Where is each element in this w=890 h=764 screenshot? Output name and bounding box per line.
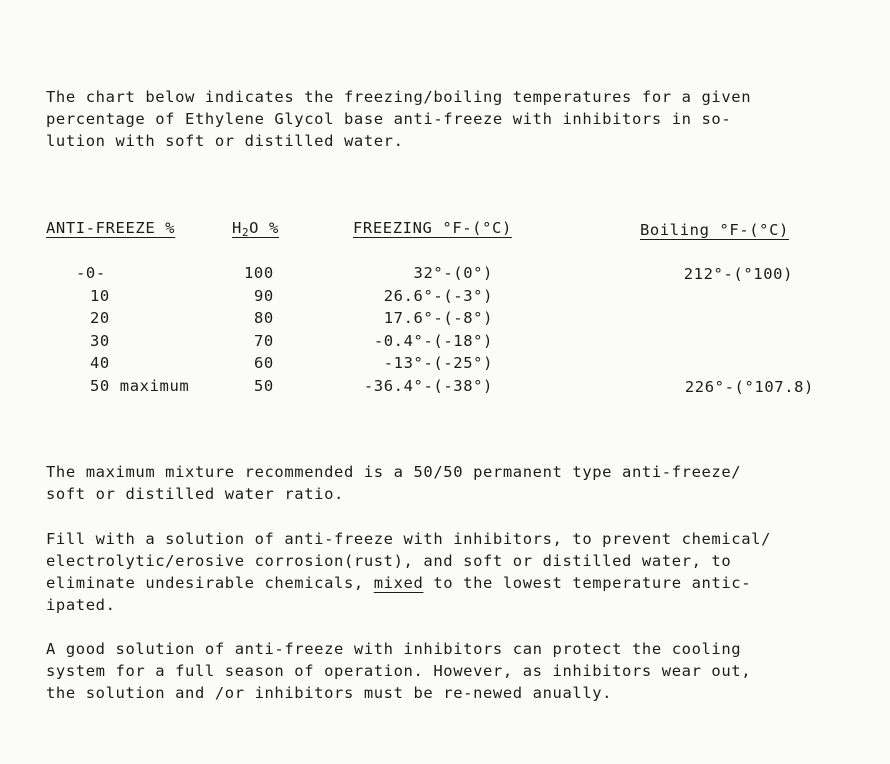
fill-text-before: Fill with a solution of anti-freeze with inhibitors, to prevent chemical/ electrolytic/erosive corrosion(rust), and soft or distilled water, to eliminate undesirable chemicals, [46,530,772,592]
header-freezing: FREEZING °F-(°C) [353,219,512,237]
water-percent-cell: 70 [254,331,274,350]
freezing-temp-cell: -0.4°-(-18°) [373,331,493,350]
fill-text-underlined: mixed [373,574,424,592]
water-percent-cell: 60 [254,354,274,372]
freezing-temp-cell: 26.6°-(-3°) [383,286,493,305]
water-percent-cell: 50 [254,376,274,395]
header-boiling: Boiling °F-(°C) [640,221,789,239]
freezing-temp-cell: 17.6°-(-8°) [383,309,493,327]
antifreeze-percent-cell: 10 [90,286,110,305]
freezing-temp-cell: 32°-(0°) [413,264,493,282]
intro-paragraph: The chart below indicates the freezing/boiling temperatures for a given percentage of Ethylene Glycol base anti-freeze with inhibitors in so- lution with soft or distilled water. [46,88,752,150]
antifreeze-percent-cell: 30 [90,331,110,350]
antifreeze-percent-cell: 40 [90,354,110,372]
header-h2o-subscript: 2 [241,226,250,239]
header-antifreeze: ANTI-FREEZE % [46,219,176,237]
boiling-temp-cell: 212°-(°100) [683,265,793,283]
freezing-temp-cell: -13°-(-25°) [383,354,493,372]
antifreeze-percent-cell: -0- [76,264,106,282]
antifreeze-percent-cell: 20 [90,309,110,327]
inhibitors-paragraph: A good solution of anti-freeze with inhibitors can protect the cooling system for a full season of operation. However, as inhibitors wear out, the solution and /or inhibitors must be re-newed anually. [46,640,752,702]
water-percent-cell: 80 [254,309,274,327]
fill-paragraph [46,528,866,616]
header-h2o-h: H [232,219,242,237]
mixture-paragraph: The maximum mixture recommended is a 50/50 permanent type anti-freeze/ soft or distilled water ratio. [46,463,742,503]
header-h2o [232,219,279,239]
water-percent-cell: 100 [244,264,274,282]
freezing-temp-cell: -36.4°-(-38°) [363,376,493,395]
antifreeze-percent-cell: 50 maximum [90,376,190,395]
header-h2o-suffix: O % [249,219,279,237]
water-percent-cell: 90 [254,286,274,305]
boiling-temp-cell: 226°-(°107.8) [684,377,814,396]
fill-text-after: to the lowest temperature antic- ipated. [46,574,752,614]
